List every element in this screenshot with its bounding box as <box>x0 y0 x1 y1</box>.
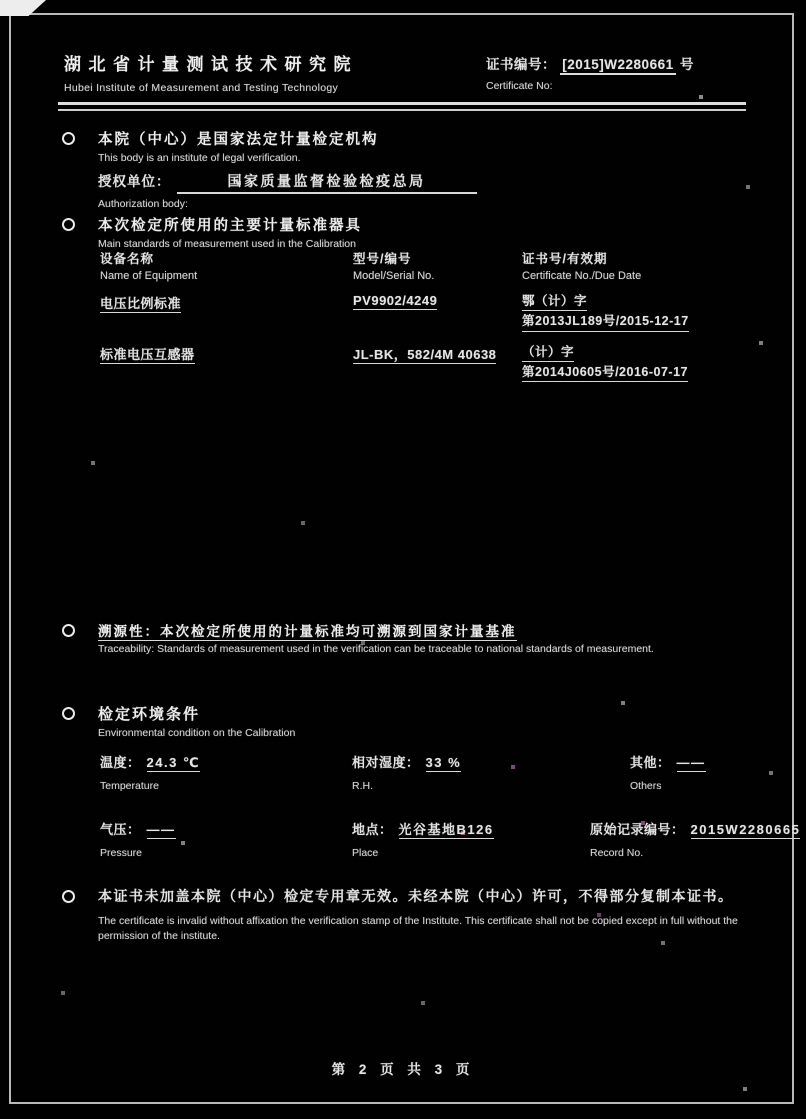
authorization-label-en: Authorization body: <box>98 198 188 210</box>
cert-line2: 第2013JL189号/2015-12-17 <box>522 313 689 331</box>
pressure-label-en: Pressure <box>100 847 143 859</box>
validity-note-cn: 本证书未加盖本院（中心）检定专用章无效。未经本院（中心）许可，不得部分复制本证书。 <box>98 888 734 904</box>
certificate-no-label-en: Certificate No: <box>486 80 553 92</box>
bullet-icon <box>62 132 75 145</box>
section-standards <box>62 214 362 250</box>
authorization-line <box>98 170 477 194</box>
header-institute <box>64 50 358 94</box>
table-header-cert <box>522 249 804 282</box>
place-value: 光谷基地B126 <box>398 822 494 837</box>
bullet-icon <box>62 218 75 231</box>
bullet-icon <box>62 707 75 720</box>
field-record-no <box>590 819 800 859</box>
scan-noise-pink <box>0 0 2 2</box>
header-equipment-en: Name of Equipment <box>100 270 198 282</box>
place-label-en: Place <box>352 847 379 859</box>
humidity-label-en: R.H. <box>352 780 373 792</box>
section-traceability <box>62 620 654 655</box>
temperature-value: 24.3 ℃ <box>146 755 201 770</box>
humidity-label-cn: 相对湿度： <box>352 755 420 770</box>
field-temperature <box>100 752 352 792</box>
table-row-2-name <box>100 344 353 385</box>
section-environment-content <box>98 703 295 739</box>
section-standards-content <box>98 214 362 250</box>
institute-name-en: Hubei Institute of Measurement and Testing Technology <box>64 82 339 94</box>
header-equipment-cn: 设备名称 <box>100 252 155 266</box>
table-row-2-cert <box>522 344 804 385</box>
header-model-en: Model/Serial No. <box>353 270 435 282</box>
certificate-no-label-cn: 证书编号： <box>486 57 556 72</box>
table-row-1-name <box>100 293 353 334</box>
pressure-value: —— <box>146 822 176 837</box>
header-certificate-no <box>486 53 694 92</box>
table-row-2-model <box>353 344 522 385</box>
section-legal-body <box>62 128 477 210</box>
equipment-name: 电压比例标准 <box>100 296 182 311</box>
temperature-label-cn: 温度： <box>100 755 141 770</box>
traceability-cn <box>98 620 654 640</box>
record-no-label-cn: 原始记录编号： <box>590 822 685 837</box>
pressure-label-cn: 气压： <box>100 822 141 837</box>
cert-line1: 鄂（计）字 <box>522 293 587 311</box>
standards-title-en: Main standards of measurement used in the Calibration <box>98 238 356 250</box>
section-validity-content <box>98 886 766 945</box>
temperature-label-en: Temperature <box>100 780 159 792</box>
place-label-cn: 地点： <box>352 822 393 837</box>
cert-line1: （计）字 <box>522 344 574 362</box>
standards-title-cn: 本次检定所使用的主要计量标准器具 <box>98 218 362 234</box>
others-value: —— <box>676 755 706 770</box>
table-row-1-model <box>353 293 522 334</box>
traceability-en: Traceability: Standards of measurement used in the verification can be traceable to national standards of measurement. <box>98 643 654 655</box>
section-validity <box>62 886 766 945</box>
certificate-no-line <box>486 53 694 73</box>
section-environment <box>62 703 295 739</box>
page-number: 第 2 页 共 3 页 <box>331 1062 475 1077</box>
header-divider <box>58 102 746 111</box>
authorization-value: 国家质量监督检验检疫总局 <box>177 171 477 194</box>
certificate-no-suffix: 号 <box>679 57 694 72</box>
field-others <box>590 752 800 792</box>
section-legal-content <box>98 128 477 210</box>
header-cert-cn: 证书号/有效期 <box>522 252 608 266</box>
bullet-icon <box>62 624 75 637</box>
field-humidity <box>352 752 590 792</box>
traceability-cn-text: 溯源性：本次检定所使用的计量标准均可溯源到国家计量基准 <box>98 624 517 639</box>
field-pressure <box>100 819 352 859</box>
table-header-equipment <box>100 249 353 282</box>
authorization-label-cn: 授权单位： <box>98 174 171 189</box>
certificate-no-value: [2015]W2280661 <box>560 57 675 75</box>
field-place <box>352 819 590 859</box>
header-cert-en: Certificate No./Due Date <box>522 270 642 282</box>
equipment-name: 标准电压互感器 <box>100 346 195 362</box>
table-header-model <box>353 249 522 282</box>
table-row-1-cert <box>522 293 804 334</box>
legal-statement-en: This body is an institute of legal verification. <box>98 152 301 164</box>
environment-title-en: Environmental condition on the Calibration <box>98 727 296 739</box>
validity-note-en: The certificate is invalid without affixation the verification stamp of the Institute. This certificate shall not be copied except in full without the permission of the institute. <box>98 914 738 943</box>
standards-table <box>100 249 804 384</box>
section-traceability-content <box>98 620 654 655</box>
others-label-en: Others <box>630 780 662 792</box>
environment-fields <box>100 752 801 859</box>
scan-corner-artifact <box>0 0 46 16</box>
legal-statement-cn: 本院（中心）是国家法定计量检定机构 <box>98 132 379 148</box>
equipment-model: JL-BK，582/4M 40638 <box>353 346 497 362</box>
bullet-icon <box>62 890 75 903</box>
environment-title-cn: 检定环境条件 <box>98 706 201 723</box>
institute-name-cn: 湖北省计量测试技术研究院 <box>64 55 358 74</box>
record-no-label-en: Record No. <box>590 847 644 859</box>
header-model-cn: 型号/编号 <box>353 252 412 266</box>
equipment-model: PV9902/4249 <box>353 293 438 308</box>
others-label-cn: 其他： <box>630 755 671 770</box>
cert-line2: 第2014J0605号/2016-07-17 <box>522 364 688 382</box>
record-no-value: 2015W2280665 <box>690 822 801 837</box>
humidity-value: 33 % <box>425 755 462 770</box>
